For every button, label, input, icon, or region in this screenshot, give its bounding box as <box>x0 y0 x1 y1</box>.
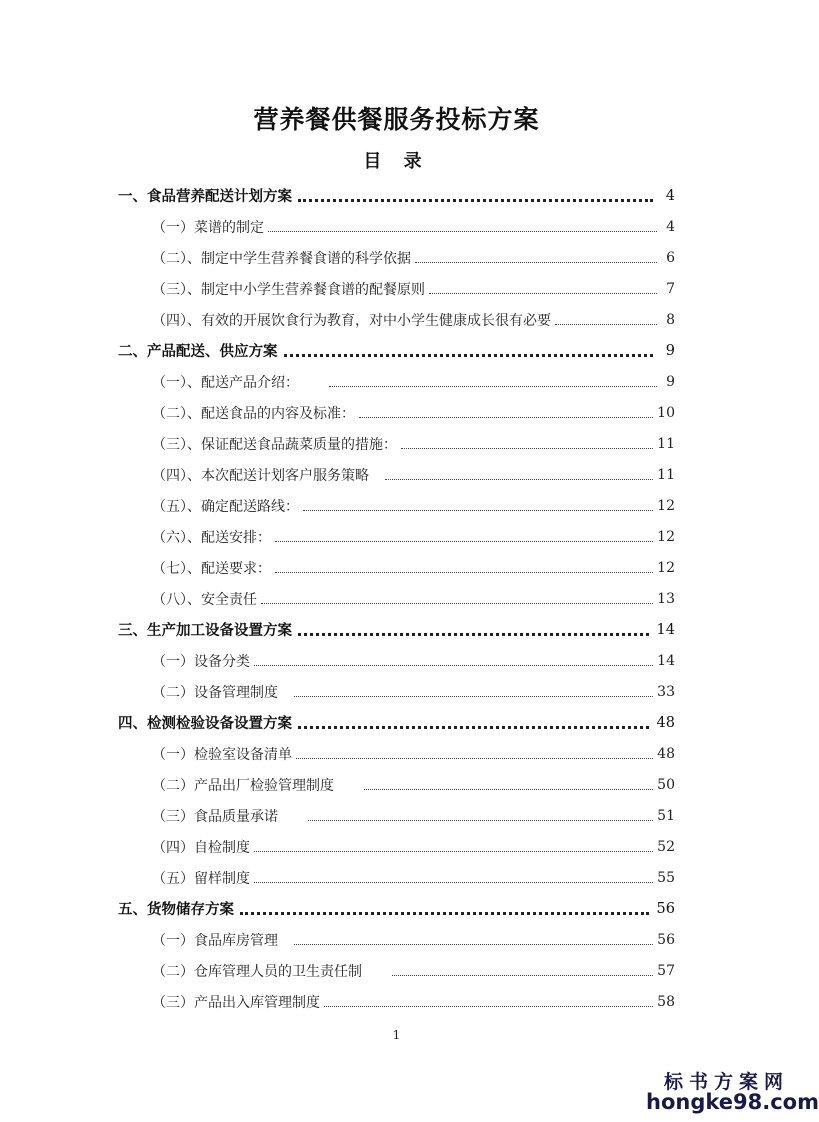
toc-entry-page: 6 <box>666 249 675 266</box>
toc-entry-label: （三）、制定中小学生营养餐食谱的配餐原则 <box>152 281 425 298</box>
dot-leader <box>275 572 653 573</box>
dot-leader <box>555 324 657 325</box>
toc-entry-label: （二）仓库管理人员的卫生责任制 <box>152 963 362 980</box>
toc-entry-label: （五）、确定配送路线： <box>152 498 299 515</box>
toc-entry-section[interactable] <box>0 738 793 769</box>
toc-entry-label: 三、生产加工设备设置方案 <box>118 623 292 639</box>
toc-entry-label: （二）设备管理制度 <box>152 684 278 701</box>
toc-entry-label: （三）产品出入库管理制度 <box>152 994 320 1011</box>
toc-entry-section[interactable] <box>0 800 793 831</box>
dot-leader <box>415 262 657 263</box>
toc-entry-section[interactable] <box>0 366 793 397</box>
dot-leader <box>240 912 649 915</box>
toc-entry-label: 二、产品配送、供应方案 <box>118 344 278 360</box>
toc-entry-chapter[interactable] <box>0 335 793 366</box>
toc-entry-chapter[interactable] <box>0 614 793 645</box>
toc-entry-page: 57 <box>657 962 675 979</box>
dot-leader <box>385 479 653 480</box>
toc-entry-page: 48 <box>656 714 675 731</box>
toc-entry-section[interactable] <box>0 676 793 707</box>
dot-leader <box>254 851 653 852</box>
dot-leader <box>401 448 653 449</box>
toc-entry-section[interactable] <box>0 552 793 583</box>
toc-entry-label: （七）、配送要求： <box>152 560 271 577</box>
watermark-text: 标书方案网 <box>664 1071 790 1093</box>
toc-entry-label: （五）留样制度 <box>152 870 250 887</box>
dot-leader <box>284 354 654 357</box>
dot-leader <box>429 293 657 294</box>
toc-entry-page: 4 <box>665 187 675 204</box>
toc-entry-label: 五、货物储存方案 <box>118 902 234 918</box>
toc-entry-label: （六）、配送安排： <box>152 529 271 546</box>
toc-entry-page: 11 <box>657 466 675 483</box>
dot-leader <box>392 975 653 976</box>
toc-entry-page: 58 <box>657 993 675 1010</box>
toc-entry-section[interactable] <box>0 521 793 552</box>
toc-entry-section[interactable] <box>0 211 793 242</box>
dot-leader <box>294 944 653 945</box>
toc-entry-section[interactable] <box>0 583 793 614</box>
dot-leader <box>254 665 653 666</box>
table-of-contents <box>0 180 793 1017</box>
toc-entry-page: 56 <box>657 931 675 948</box>
dot-leader <box>254 882 653 883</box>
toc-entry-label: （四）自检制度 <box>152 839 250 856</box>
toc-entry-section[interactable] <box>0 955 793 986</box>
toc-entry-page: 7 <box>666 280 675 297</box>
toc-entry-section[interactable] <box>0 769 793 800</box>
toc-entry-section[interactable] <box>0 490 793 521</box>
dot-leader <box>364 789 653 790</box>
toc-entry-label: （四）、有效的开展饮食行为教育，对中小学生健康成长很有必要 <box>152 312 551 329</box>
dot-leader <box>303 510 653 511</box>
toc-entry-section[interactable] <box>0 397 793 428</box>
toc-entry-page: 55 <box>657 869 675 886</box>
toc-entry-section[interactable] <box>0 924 793 955</box>
toc-entry-label: （一）检验室设备清单 <box>152 746 292 763</box>
toc-entry-page: 52 <box>657 838 675 855</box>
toc-entry-section[interactable] <box>0 459 793 490</box>
toc-entry-section[interactable] <box>0 986 793 1017</box>
dot-leader <box>261 603 653 604</box>
toc-entry-page: 12 <box>657 559 675 576</box>
toc-entry-page: 48 <box>657 745 675 762</box>
toc-entry-section[interactable] <box>0 831 793 862</box>
dot-leader <box>329 386 657 387</box>
dot-leader <box>275 541 653 542</box>
dot-leader <box>308 820 653 821</box>
toc-entry-label: 一、食品营养配送计划方案 <box>118 189 292 205</box>
toc-entry-page: 33 <box>657 683 675 700</box>
toc-entry-section[interactable] <box>0 304 793 335</box>
toc-entry-page: 11 <box>657 435 675 452</box>
toc-entry-page: 8 <box>666 311 675 328</box>
toc-entry-chapter[interactable] <box>0 707 793 738</box>
toc-entry-label: （二）、配送食品的内容及标准： <box>152 405 355 422</box>
toc-entry-page: 50 <box>657 776 675 793</box>
toc-entry-label: （三）、保证配送食品蔬菜质量的措施： <box>152 436 397 453</box>
toc-entry-chapter[interactable] <box>0 180 793 211</box>
toc-entry-page: 14 <box>657 652 675 669</box>
toc-heading: 目 录 <box>363 151 430 172</box>
dot-leader <box>268 231 657 232</box>
toc-entry-page: 4 <box>666 218 675 235</box>
watermark-url: hongke98.com <box>646 1090 819 1114</box>
toc-entry-page: 14 <box>656 621 675 638</box>
toc-entry-page: 12 <box>657 497 675 514</box>
toc-entry-label: （四）、本次配送计划客户服务策略 <box>152 467 369 484</box>
toc-entry-section[interactable] <box>0 242 793 273</box>
dot-leader <box>324 1006 653 1007</box>
toc-entry-page: 12 <box>657 528 675 545</box>
toc-entry-label: （八）、安全责任 <box>152 591 257 608</box>
toc-entry-page: 9 <box>665 342 675 359</box>
toc-entry-page: 56 <box>656 900 675 917</box>
toc-entry-section[interactable] <box>0 273 793 304</box>
dot-leader <box>359 417 653 418</box>
toc-entry-page: 51 <box>657 807 675 824</box>
toc-entry-label: （二）产品出厂检验管理制度 <box>152 777 334 794</box>
toc-entry-section[interactable] <box>0 645 793 676</box>
toc-entry-label: （一）、配送产品介绍： <box>152 374 299 391</box>
toc-entry-label: （二）、制定中学生营养餐食谱的科学依据 <box>152 250 411 267</box>
toc-entry-label: （一）设备分类 <box>152 653 250 670</box>
toc-entry-label: （三）食品质量承诺 <box>152 808 278 825</box>
dot-leader <box>298 199 653 202</box>
toc-entry-label: （一）食品库房管理 <box>152 932 278 949</box>
dot-leader <box>298 633 649 636</box>
dot-leader <box>296 758 653 759</box>
toc-entry-page: 10 <box>657 404 675 421</box>
document-title: 营养餐供餐服务投标方案 <box>253 105 540 134</box>
page-number: 1 <box>392 1028 401 1042</box>
dot-leader <box>294 696 653 697</box>
toc-entry-chapter[interactable] <box>0 893 793 924</box>
toc-entry-label: （一）菜谱的制定 <box>152 219 264 236</box>
toc-entry-page: 9 <box>666 373 675 390</box>
toc-entry-section[interactable] <box>0 428 793 459</box>
toc-entry-page: 13 <box>657 590 675 607</box>
toc-entry-label: 四、检测检验设备设置方案 <box>118 716 292 732</box>
toc-entry-section[interactable] <box>0 862 793 893</box>
dot-leader <box>298 726 649 729</box>
